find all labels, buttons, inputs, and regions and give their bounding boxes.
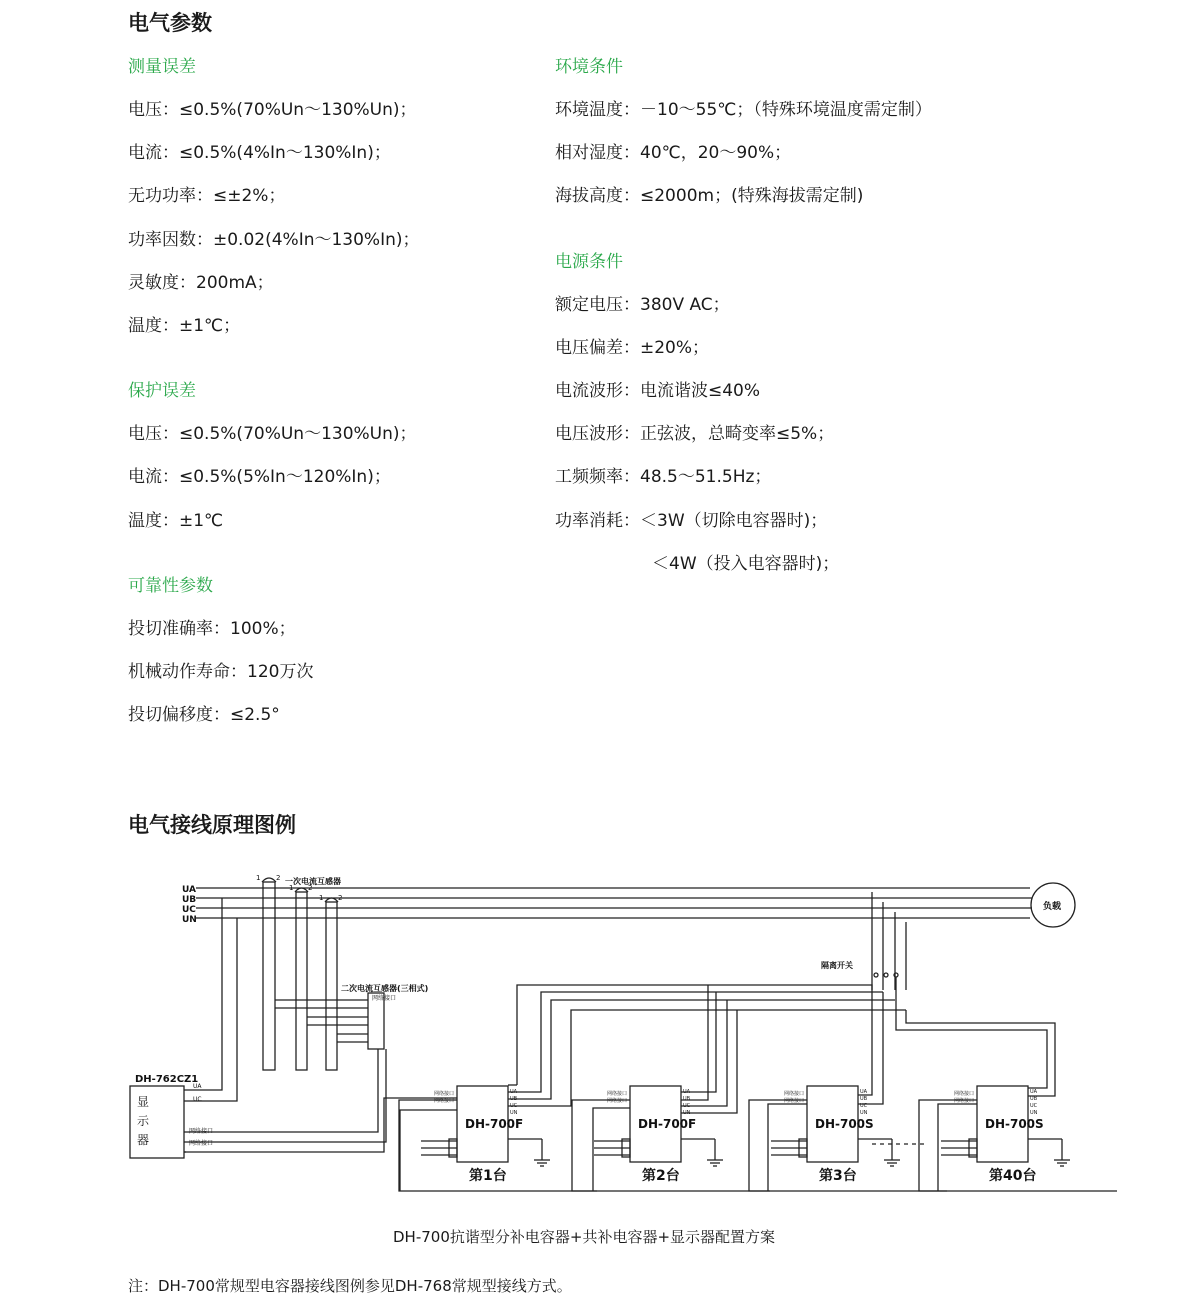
supply-wire-unit2 bbox=[681, 992, 716, 1092]
left-param-item: 功率因数：±0.02(4%In～130%In)； bbox=[128, 229, 420, 250]
page-title: 电气参数 bbox=[128, 11, 212, 35]
display-name-char: 显 bbox=[137, 1095, 150, 1109]
left-param-item: 温度：±1℃ bbox=[128, 510, 224, 531]
unit-phase-label: UB bbox=[683, 1096, 691, 1102]
right-param-item: 电压偏差：±20%； bbox=[555, 337, 710, 358]
left-param-item: 无功功率：≤±2%； bbox=[128, 186, 286, 207]
display-port-label: UA bbox=[193, 1083, 202, 1090]
right-param-item: 环境温度：－10～55℃；（特殊环境温度需定制） bbox=[555, 100, 932, 120]
unit-phase-label: UC bbox=[510, 1103, 518, 1109]
left-section-heading: 保护误差 bbox=[128, 381, 196, 402]
left-param-item: 投切准确率：100%； bbox=[128, 618, 296, 639]
secondary-ct-port-label: 网络接口 bbox=[372, 995, 397, 1002]
right-section-heading: 环境条件 bbox=[555, 57, 623, 77]
unit-phase-label: UB bbox=[1030, 1096, 1038, 1102]
unit-model: DH-700S bbox=[985, 1117, 1044, 1131]
unit-net-label: 网络接口 bbox=[784, 1091, 805, 1097]
supply-wire-un bbox=[571, 1010, 906, 1085]
supply-wire-ub bbox=[541, 992, 883, 1085]
left-param-item: 电流：≤0.5%(5%In～120%In)； bbox=[128, 467, 391, 488]
supply-wire-unit2 bbox=[681, 985, 708, 1100]
ct2-label: 二次电流互感器(三相式) bbox=[341, 984, 429, 993]
unit-net-label: 网络接口 bbox=[434, 1091, 455, 1097]
unit-phase-label: UB bbox=[510, 1096, 518, 1102]
diagram-caption: DH-700抗谐型分补电容器+共补电容器+显示器配置方案 bbox=[393, 1228, 776, 1246]
bus-label: UC bbox=[182, 905, 196, 915]
ct1-label: 一次电流互感器 bbox=[285, 877, 341, 886]
left-section-heading: 可靠性参数 bbox=[128, 575, 213, 596]
ct-number: 1 bbox=[256, 874, 261, 882]
ct-number: 2 bbox=[276, 874, 281, 882]
network-chain bbox=[593, 1108, 630, 1191]
left-param-item: 温度：±1℃； bbox=[128, 316, 241, 336]
unit-phase-label: UA bbox=[860, 1089, 868, 1095]
ct-number: 2 bbox=[308, 884, 313, 892]
footnote: 注：DH-700常规型电容器接线图例参见DH-768常规型接线方式。 bbox=[128, 1277, 572, 1295]
unit-phase-label: UC bbox=[860, 1103, 868, 1109]
unit-phase-label: UA bbox=[683, 1089, 691, 1095]
display-port-label: 网络接口 bbox=[189, 1140, 214, 1147]
supply-wire-unit3 bbox=[858, 990, 872, 1095]
left-section-heading: 测量误差 bbox=[128, 57, 196, 77]
right-param-item: 工频频率：48.5～51.5Hz； bbox=[555, 467, 772, 488]
right-param-item: 海拔高度：≤2000m；(特殊海拔需定制) bbox=[555, 186, 864, 207]
unit-model: DH-700F bbox=[638, 1117, 697, 1131]
unit-phase-label: UA bbox=[1030, 1089, 1038, 1095]
ct-number: 1 bbox=[319, 894, 324, 902]
right-section-heading: 电源条件 bbox=[555, 251, 623, 272]
supply-wire-unit3 bbox=[858, 992, 883, 1104]
wiring-diagram bbox=[0, 860, 1200, 1210]
unit-label: 第3台 bbox=[819, 1168, 857, 1184]
unit-net-label: 网络接口 bbox=[607, 1091, 628, 1097]
network-chain bbox=[184, 1098, 457, 1152]
left-param-item: 机械动作寿命：120万次 bbox=[128, 662, 314, 682]
unit-net-label: 网络接口 bbox=[434, 1098, 455, 1104]
unit-model: DH-700S bbox=[815, 1117, 874, 1131]
unit-phase-label: UN bbox=[1030, 1110, 1038, 1116]
isolation-switch-contact bbox=[884, 973, 888, 977]
unit-phase-label: UB bbox=[860, 1096, 868, 1102]
supply-wire-uc bbox=[551, 1000, 895, 1085]
right-param-item: 功率消耗：＜3W（切除电容器时)； bbox=[555, 510, 828, 531]
load-label: 负载 bbox=[1043, 902, 1062, 912]
primary-ct-2 bbox=[296, 892, 307, 1070]
supply-wire-unit40 bbox=[896, 977, 1047, 1088]
unit-label: 第1台 bbox=[469, 1168, 507, 1184]
display-model: DH-762CZ1 bbox=[135, 1074, 199, 1085]
display-name-char: 示 bbox=[137, 1114, 150, 1128]
unit-phase-label: UC bbox=[1030, 1103, 1038, 1109]
left-param-item: 电流：≤0.5%(4%In～130%In)； bbox=[128, 143, 391, 164]
right-param-item: 电压波形：正弦波，总畸变率≤5%； bbox=[555, 424, 835, 445]
ct-number: 2 bbox=[338, 894, 343, 902]
left-param-item: 灵敏度：200mA； bbox=[128, 272, 274, 293]
right-param-item: 额定电压：380V AC； bbox=[555, 294, 730, 315]
bus-label: UN bbox=[182, 915, 197, 925]
display-network-wire bbox=[184, 1049, 386, 1142]
right-param-item: 电流波形：电流谐波≤40% bbox=[555, 381, 761, 401]
unit-label: 第2台 bbox=[642, 1168, 680, 1184]
bus-label: UA bbox=[182, 885, 196, 895]
display-port-label: UC bbox=[193, 1096, 202, 1103]
left-param-item: 电压：≤0.5%(70%Un～130%Un)； bbox=[128, 424, 417, 445]
ct-number: 1 bbox=[289, 884, 294, 892]
display-name-char: 器 bbox=[137, 1133, 150, 1147]
unit-net-label: 网络接口 bbox=[954, 1091, 975, 1097]
left-param-item: 投切偏移度：≤2.5° bbox=[128, 705, 280, 726]
right-param-item: ＜4W（投入电容器时)； bbox=[652, 553, 840, 574]
isolation-switch-contact bbox=[874, 973, 878, 977]
unit-label: 第40台 bbox=[989, 1168, 1037, 1184]
bus-label: UB bbox=[182, 895, 197, 905]
display-port-label: 网络接口 bbox=[189, 1128, 214, 1135]
switch-label: 隔离开关 bbox=[821, 961, 853, 970]
primary-ct-3 bbox=[326, 902, 337, 1070]
unit-phase-label: UN bbox=[683, 1110, 691, 1116]
unit-model: DH-700F bbox=[465, 1117, 524, 1131]
primary-ct-1 bbox=[263, 882, 275, 1070]
unit-phase-label: UC bbox=[683, 1103, 691, 1109]
unit-net-label: 网络接口 bbox=[954, 1098, 975, 1104]
diagram-title: 电气接线原理图例 bbox=[128, 813, 296, 837]
unit-phase-label: UN bbox=[510, 1110, 518, 1116]
right-param-item: 相对湿度：40℃，20～90%； bbox=[555, 143, 792, 164]
unit-phase-label: UN bbox=[860, 1110, 868, 1116]
unit-net-label: 网络接口 bbox=[607, 1098, 628, 1104]
unit-net-label: 网络接口 bbox=[784, 1098, 805, 1104]
unit-phase-label: UA bbox=[510, 1089, 518, 1095]
supply-stub bbox=[508, 1085, 571, 1106]
left-param-item: 电压：≤0.5%(70%Un～130%Un)； bbox=[128, 100, 417, 120]
display-ua-wire bbox=[184, 898, 222, 1090]
supply-wire-unit40 bbox=[906, 1010, 1055, 1096]
